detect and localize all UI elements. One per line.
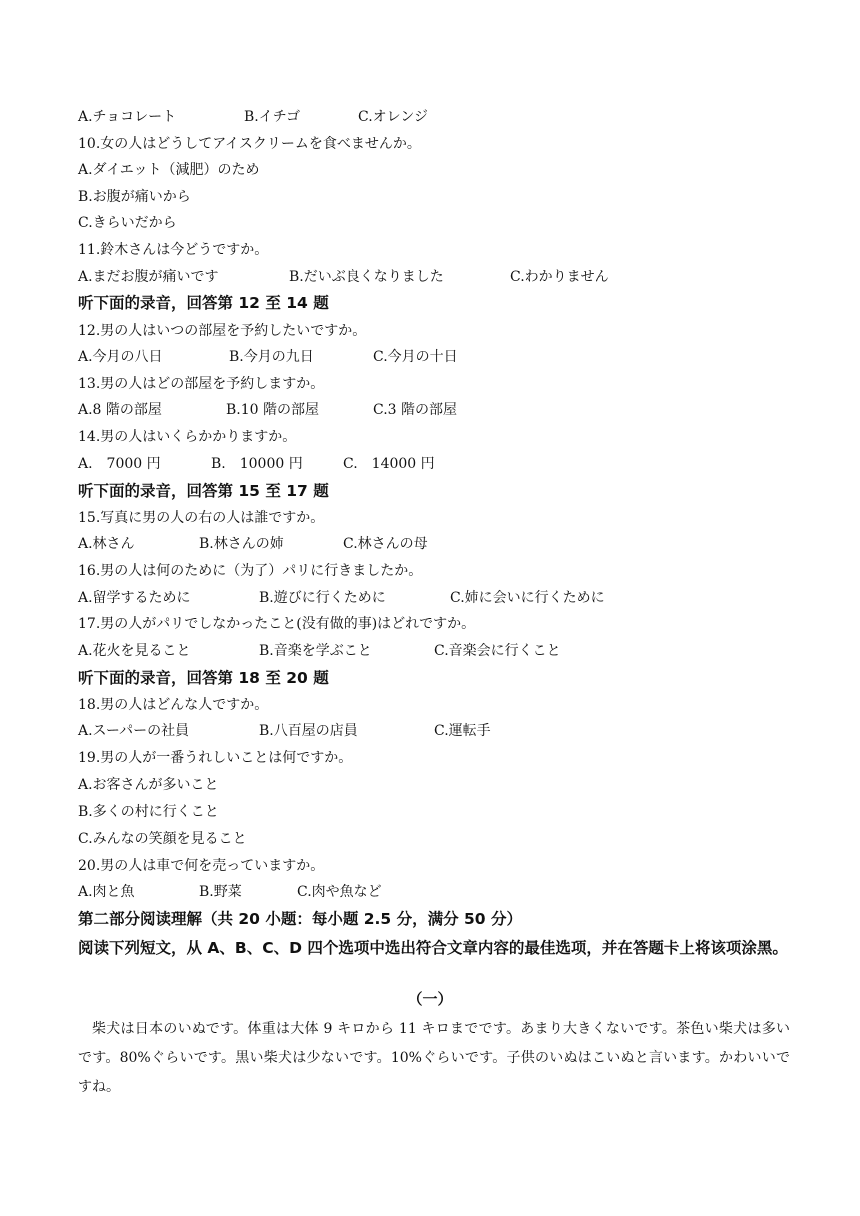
q17-option-c: C.音楽会に行くこと bbox=[434, 643, 561, 659]
q16-question: 16.男の人は何のために（为了）パリに行きましたか。 bbox=[78, 563, 423, 579]
q18-option-a: A.スーパーの社員 bbox=[78, 723, 190, 739]
part2-instruction: 阅读下列短文，从 A、B、C、D 四个选项中选出符合文章内容的最佳选项，并在答题卡上将该项涂黑。 bbox=[78, 939, 788, 957]
q14-option-c: C. 14000 円 bbox=[343, 456, 435, 472]
q11-question: 11.鈴木さんは今どうですか。 bbox=[78, 242, 269, 258]
q12-option-b: B.今月の九日 bbox=[229, 349, 314, 365]
q16-option-a: A.留学するために bbox=[78, 590, 191, 606]
q9-option-b: B.イチゴ bbox=[244, 109, 301, 125]
q18-option-c: C.運転手 bbox=[434, 723, 491, 739]
q13-option-a: A.8 階の部屋 bbox=[78, 402, 162, 418]
q14-question: 14.男の人はいくらかかりますか。 bbox=[78, 429, 297, 445]
q12-option-c: C.今月の十日 bbox=[373, 349, 458, 365]
q12-option-a: A.今月の八日 bbox=[78, 349, 163, 365]
section-heading-18-20: 听下面的录音，回答第 18 至 20 题 bbox=[78, 669, 329, 687]
q20-option-c: C.肉や魚など bbox=[297, 884, 382, 900]
q17-option-a: A.花火を見ること bbox=[78, 643, 191, 659]
q19-option-c: C.みんなの笑顔を見ること bbox=[78, 831, 247, 847]
q20-option-a: A.肉と魚 bbox=[78, 884, 135, 900]
q14-option-a: A. 7000 円 bbox=[78, 456, 161, 472]
section-heading-15-17: 听下面的录音，回答第 15 至 17 题 bbox=[78, 482, 329, 500]
q9-option-c: C.オレンジ bbox=[358, 109, 428, 125]
q15-option-a: A.林さん bbox=[78, 536, 135, 552]
q11-option-a: A.まだお腹が痛いです bbox=[78, 269, 219, 285]
q13-option-c: C.3 階の部屋 bbox=[373, 402, 458, 418]
q20-question: 20.男の人は車で何を売っていますか。 bbox=[78, 858, 325, 874]
q10-option-a: A.ダイエット（減肥）のため bbox=[78, 162, 260, 178]
part2-heading: 第二部分阅读理解（共 20 小题：每小题 2.5 分，满分 50 分） bbox=[78, 910, 522, 928]
q16-option-c: C.姉に会いに行くために bbox=[450, 590, 605, 606]
q18-option-b: B.八百屋の店員 bbox=[259, 723, 358, 739]
q10-option-c: C.きらいだから bbox=[78, 215, 177, 231]
q13-option-b: B.10 階の部屋 bbox=[226, 402, 320, 418]
q9-option-a: A.チョコレート bbox=[78, 109, 177, 125]
q18-question: 18.男の人はどんな人ですか。 bbox=[78, 697, 269, 713]
q13-question: 13.男の人はどの部屋を予約しますか。 bbox=[78, 376, 325, 392]
q17-question: 17.男の人がパリでしなかったこと(没有做的事)はどれですか。 bbox=[78, 616, 476, 632]
q11-option-c: C.わかりません bbox=[510, 269, 609, 285]
section-heading-12-14: 听下面的录音，回答第 12 至 14 题 bbox=[78, 294, 329, 312]
q10-option-b: B.お腹が痛いから bbox=[78, 189, 191, 205]
q20-option-b: B.野菜 bbox=[199, 884, 242, 900]
q19-option-b: B.多くの村に行くこと bbox=[78, 804, 219, 820]
passage1-title: （一） bbox=[407, 990, 453, 1008]
passage1-text: 柴犬は日本のいぬです。体重は大体 9 キロから 11 キロまでです。あまり大きくないです。茶色い柴犬は多いです。80%ぐらいです。黒い柴犬は少ないです。10%ぐらいです。子供のいぬはこいぬと言います。かわいいですね。 bbox=[78, 1021, 790, 1095]
q14-option-b: B. 10000 円 bbox=[211, 456, 303, 472]
q11-option-b: B.だいぶ良くなりました bbox=[289, 269, 444, 285]
q15-option-b: B.林さんの姉 bbox=[199, 536, 284, 552]
q19-question: 19.男の人が一番うれしいことは何ですか。 bbox=[78, 750, 353, 766]
q16-option-b: B.遊びに行くために bbox=[259, 590, 386, 606]
q12-question: 12.男の人はいつの部屋を予約したいですか。 bbox=[78, 323, 367, 339]
q10-question: 10.女の人はどうしてアイスクリームを食べませんか。 bbox=[78, 136, 421, 152]
q15-option-c: C.林さんの母 bbox=[343, 536, 428, 552]
q15-question: 15.写真に男の人の右の人は誰ですか。 bbox=[78, 510, 325, 526]
q19-option-a: A.お客さんが多いこと bbox=[78, 777, 219, 793]
q17-option-b: B.音楽を学ぶこと bbox=[259, 643, 372, 659]
